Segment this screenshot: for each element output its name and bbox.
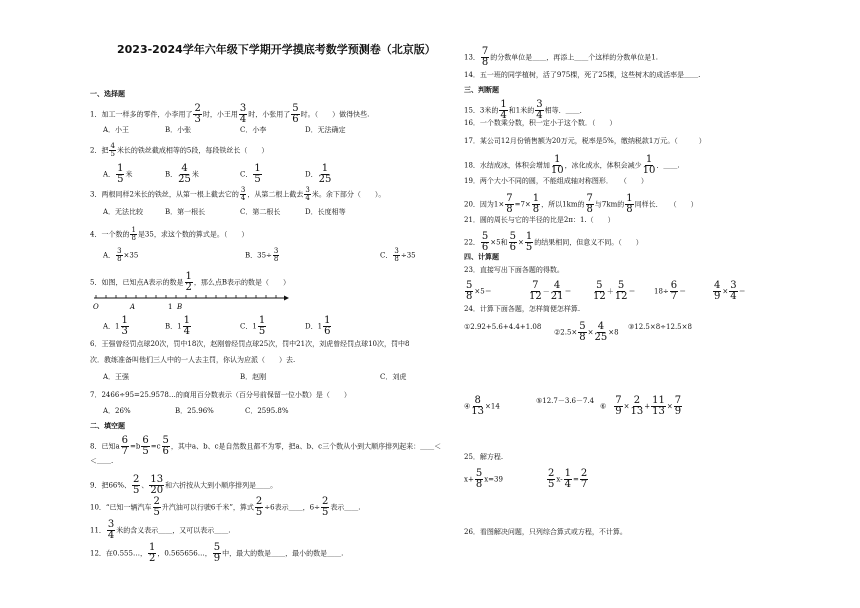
option-d: D．1 $\frac{1}{6}$ [305,315,331,337]
page-title: 2023-2024学年六年级下学期开学摸底考数学预测卷（北京版） [117,43,436,56]
option-c: C． $\frac{3}{8}$ ÷35 [380,247,416,263]
question-12: 12．在0.555…， $\frac{1}{2}$ ，0.565656…， $\frac{5}{9}$ 中，最大的数是＿＿，最小的数是＿＿. [90,542,344,564]
fraction: $\frac{5}{6}$ [292,103,299,125]
question-16: 16．一个数乘分数，积一定小于这个数．（ ） [464,119,617,127]
fraction: $\frac{3}{4}$ [240,186,246,202]
fraction: $\frac{1}{8}$ [131,226,136,242]
calc-item: 18÷ $\frac{6}{7}$ ＝ [654,280,687,302]
question-10: 10．“已知一辆汽车 $\frac{2}{5}$ 升汽油可以行驶6千米”，算式 $\frac{2}{5}$ ÷6表示＿＿，6÷ $\frac{2}{5}$ 表示＿＿. [90,496,361,518]
fraction: $\frac{2}{3}$ [194,103,201,125]
option-a: A．小王 [103,126,130,134]
section-choice: 一、选择题 [90,90,125,98]
label-o: O [93,303,99,311]
question-13: 13． $\frac{7}{8}$ 的分数单位是＿＿，再添上＿＿个这样的分数单位是1. [464,46,658,68]
option-c: C．刘虎 [380,373,407,381]
option-b: B．35÷ $\frac{3}{8}$ [245,247,279,263]
fraction: $\frac{1}{2}$ [185,271,192,293]
question-5: 5．如图，已知点A表示的数是 $\frac{1}{2}$ ，那么点B表示的数是（ ） [90,271,291,293]
question-15: 15．3米的 $\frac{1}{4}$ 和1米的 $\frac{3}{4}$ 相等．＿＿． [464,99,587,121]
question-6-line-1: 6．王强曾经罚点球20次，罚中18次，赵刚曾经罚点球25次，罚中21次，刘虎曾经罚点球10次，罚中8 [90,340,410,348]
calc-item: $\frac{5}{8}$ ×5＝ [466,280,492,302]
calc-item: $\frac{7}{12}$ － $\frac{4}{21}$ ＝ [529,280,572,302]
calc-expr-4: ④ $\frac{8}{13}$ ×14 [464,395,500,417]
option-c: C．1 $\frac{1}{5}$ [240,315,266,337]
section-calc: 四、计算题 [464,253,499,261]
calc-item: $\frac{5}{12}$ ＋ $\frac{5}{12}$ ＝ [593,280,636,302]
fraction: $\frac{3}{4}$ [305,186,310,202]
option-d: D． $\frac{1}{25}$ [305,163,332,185]
section-fill: 二、填空题 [90,422,125,430]
question-8: 8．已知a $\frac{6}{7}$ =b $\frac{6}{5}$ =c $\frac{5}{6}$ ，其中a、b、c是自然数且都不为零，把a、b、c三个数从小到大顺序排列起来：＿＿＜ [90,435,442,457]
option-d: D．长度相等 [305,208,346,216]
option-a: A．1 $\frac{1}{3}$ [103,315,128,337]
question-24: 24．计算下面各题，怎样简便怎样算. [464,305,581,313]
option-b: B．1 $\frac{1}{4}$ [165,315,190,337]
option-c: C．第二根长 [240,208,281,216]
calc-expr-2: ②2.5× $\frac{5}{8}$ × $\frac{4}{25}$ ×8 [554,321,619,343]
option-c: C．小李 [240,126,267,134]
question-14: 14．五一班的同学植树，活了975棵，死了25棵，这些树木的成活率是＿＿. [464,71,701,79]
option-a: A．26% [103,407,131,415]
calc-expr-6: ⑥ $\frac{7}{9}$ × $\frac{2}{13}$ + $\frac{11}{13}$ × $\frac{7}{9}$ [600,395,682,417]
option-b: B．25.96% [175,407,214,415]
question-20: 20．因为1× $\frac{7}{8}$ =7× $\frac{1}{8}$ ，所以1km的 $\frac{7}{8}$ 与7km的 $\frac{1}{8}$ 同样长． （ ） [464,193,698,215]
question-23: 23．直接写出下面各题的得数。 [464,266,564,274]
question-17: 17．某公司12月份销售额为20万元，税率是5%，缴纳税款1万元。（ ） [464,137,706,145]
question-26: 26．看图解决问题，只列综合算式或方程，不计算。 [464,528,627,536]
question-19: 19．两个大小不同的圆，不能组成轴对称图形． （ ） [464,177,648,185]
question-25: 25．解方程. [464,453,504,461]
question-2: 2．把 $\frac{4}{5}$ 米长的铁丝截成相等的5段，每段铁丝长（ ） [90,142,269,158]
question-18: 18．水结成冰，体积会增加 $\frac{1}{10}$ ，冰化成水，体积会减少 $\frac{1}{10}$ ．＿＿. [464,154,680,176]
option-a: A． $\frac{3}{8}$ ×35 [103,247,139,263]
fraction: $\frac{3}{4}$ [239,103,247,125]
number-line-figure [90,290,290,312]
question-7: 7．2466÷95=25.9578…的商用百分数表示（百分号前保留一位小数）是（ ） [90,391,351,399]
label-1: 1 [168,303,173,311]
calc-item: $\frac{4}{9}$ × $\frac{3}{4}$ ＝ [714,280,746,302]
option-a: A．王强 [103,373,130,381]
question-1: 1．加工一样多的零件，小李用了 $\frac{2}{3}$ 时，小王用 $\frac{3}{4}$ 时，小张用了 $\frac{5}{6}$ 时。（ ）做得快些. [90,103,370,125]
calc-expr-1: ①2.92+5.6+4.4+1.08 [464,323,542,331]
fraction: $\frac{4}{5}$ [110,142,115,158]
label-b: B [177,303,183,311]
question-9: 9．把66%、 $\frac{2}{5}$ 、 $\frac{13}{20}$ 和六折按从大到小顺序排列是＿＿。 [90,474,278,496]
calc-expr-3: ③12.5×8÷12.5×8 [628,323,692,331]
equation-1: x+ $\frac{5}{8}$ x=39 [464,468,503,490]
option-b: B．第一根长 [165,208,206,216]
option-b: B． $\frac{4}{25}$ 米 [165,163,199,185]
question-6-line-2: 次．教练准备叫他们三人中的一人去主罚，你认为应派（ ）去. [90,356,296,364]
label-a: A [130,303,136,311]
option-b: B．赵刚 [240,373,267,381]
option-c: C． $\frac{1}{5}$ [240,163,261,185]
question-21: 21．圆的周长与它的半径的比是2π：1.（ ） [464,216,615,224]
question-4: 4．一个数的 $\frac{1}{8}$ 是35，求这个数的算式是。（ ） [90,226,249,242]
option-a: A．无法比较 [103,208,144,216]
question-3: 3．两根同样2米长的铁丝，从第一根上截去它的 $\frac{3}{4}$ ，从第二根上截去 $\frac{3}{4}$ 米。余下部分（ ）。 [90,186,386,202]
option-d: D．无法确定 [305,126,346,134]
calc-expr-5: ⑤12.7－3.6－7.4 [536,397,595,405]
equation-2: $\frac{2}{5}$ x- $\frac{1}{4}$ = $\frac{2}{7}$ [548,468,588,490]
option-c: C．2595.8% [245,407,289,415]
option-a: A． $\frac{1}{5}$ 米 [103,163,133,185]
question-11: 11． $\frac{3}{4}$ 米的含义表示＿＿，又可以表示＿＿. [90,519,231,541]
question-22: 22． $\frac{5}{6}$ ×5和 $\frac{5}{6}$ × $\frac{1}{5}$ 的结果相同，但意义不同。（ ） [464,231,643,253]
option-b: B．小张 [165,126,192,134]
question-8-line-2: ＜＿＿. [90,457,114,465]
section-judge: 三、判断题 [464,86,499,94]
